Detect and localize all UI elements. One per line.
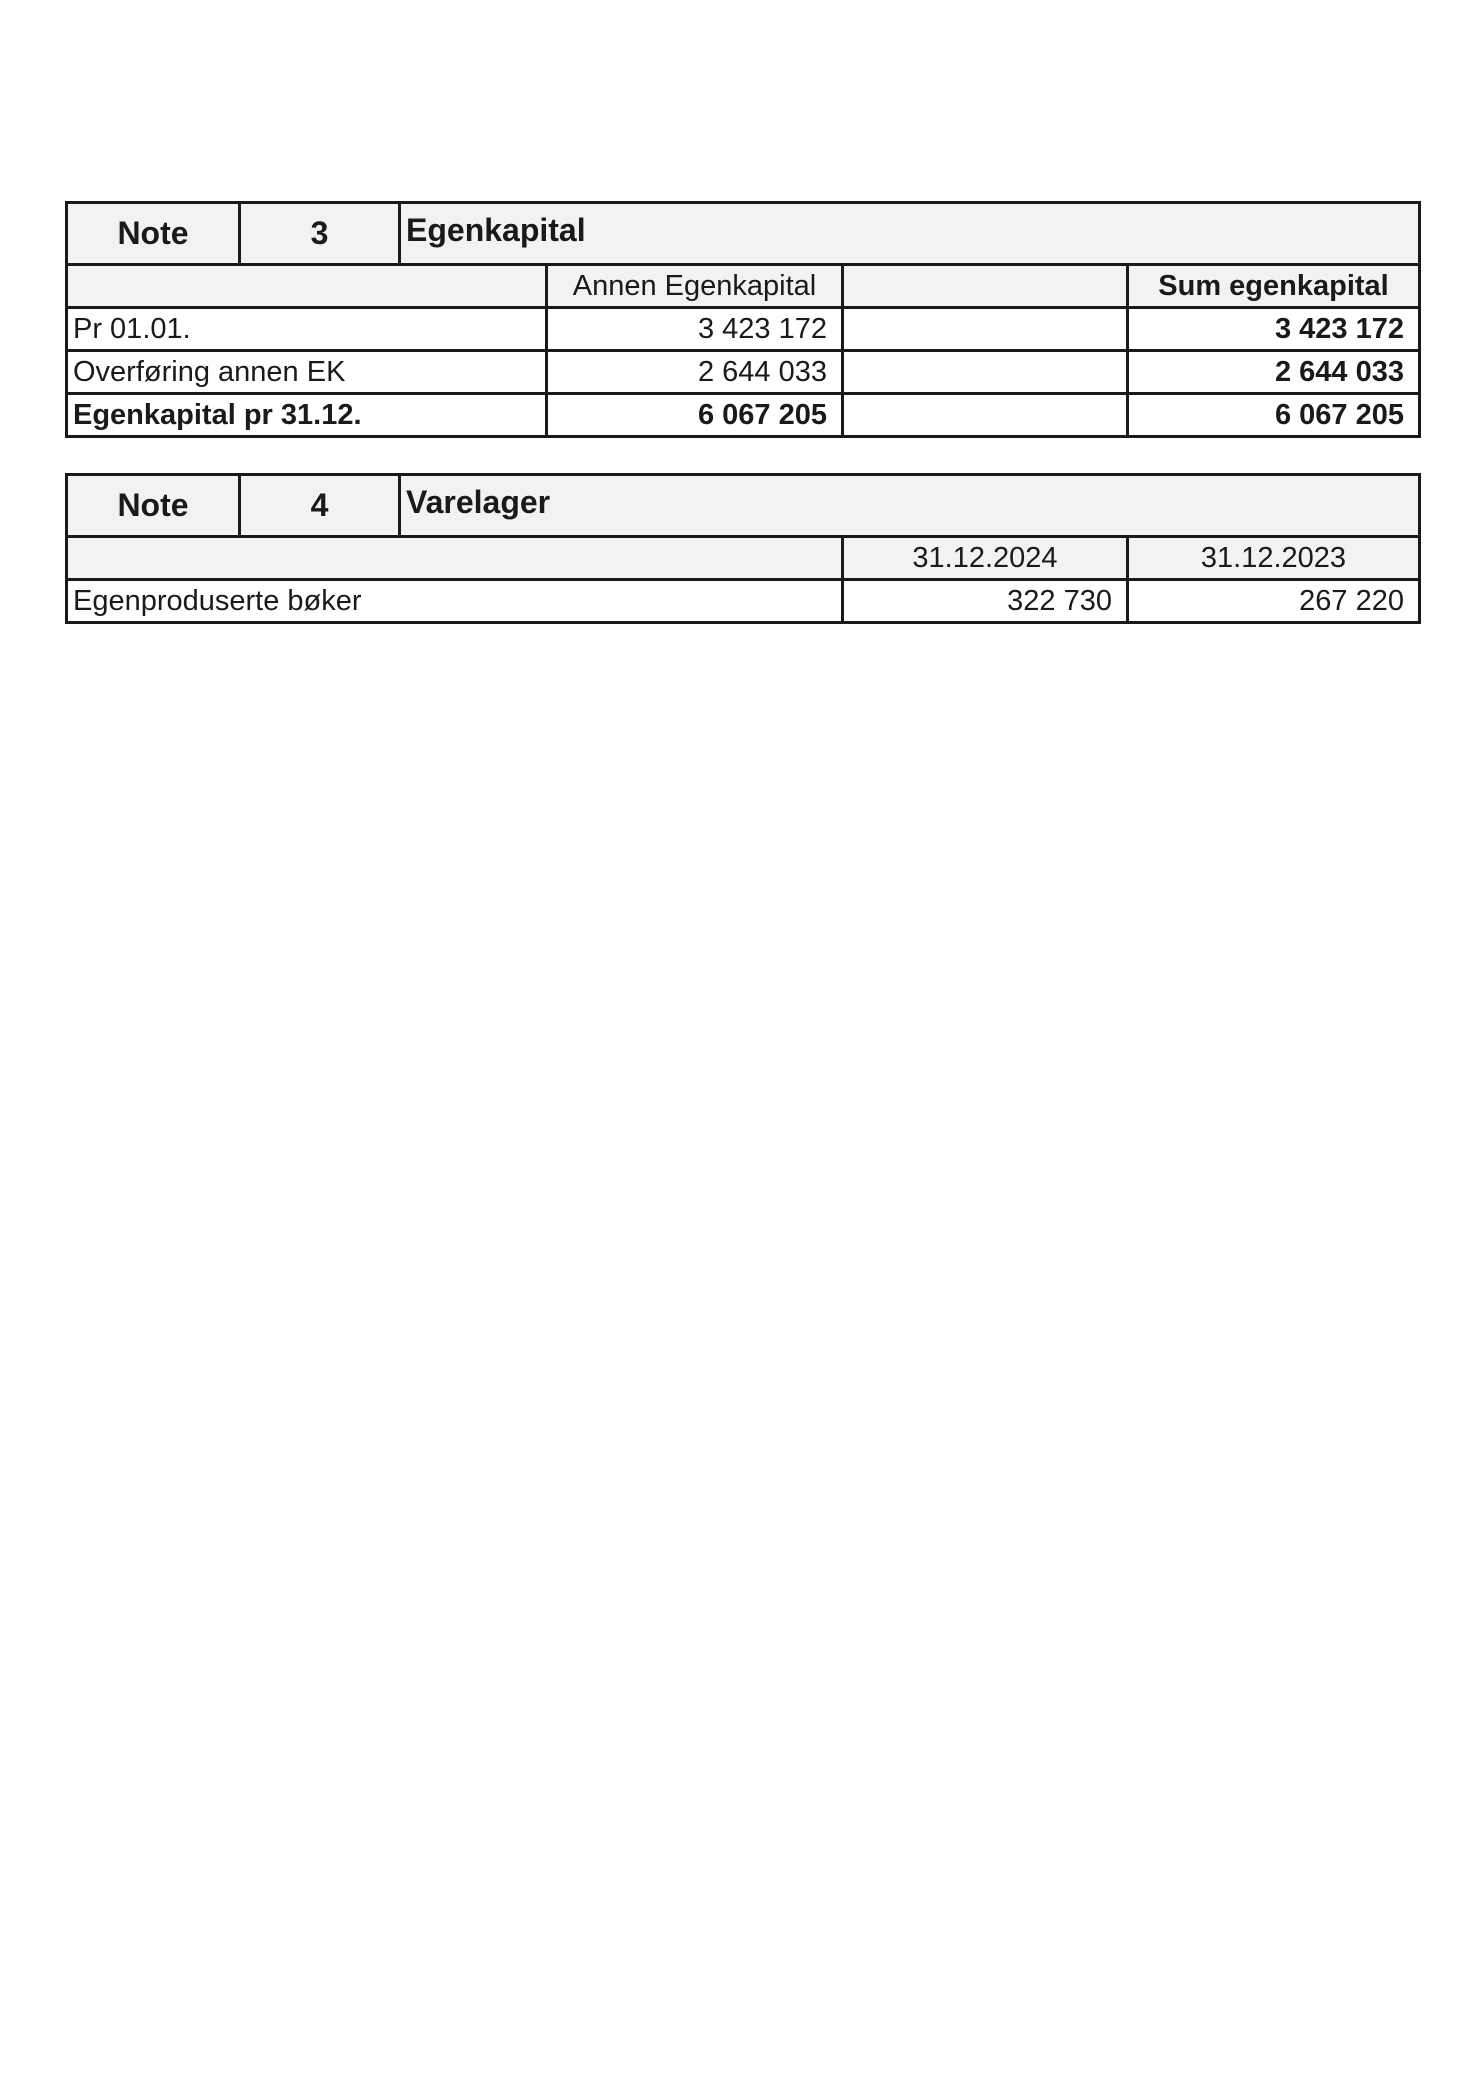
sum-egenkapital-value: 2 644 033	[1126, 352, 1418, 392]
note-label: Note	[68, 204, 241, 263]
note-3-table	[65, 201, 1421, 438]
note-3-header	[68, 204, 1418, 266]
annen-egenkapital-value: 2 644 033	[545, 352, 841, 392]
row-label: Overføring annen EK	[73, 355, 346, 388]
column-header-sum-egenkapital: Sum egenkapital	[1126, 266, 1418, 306]
column-header-annen-egenkapital: Annen Egenkapital	[545, 266, 841, 306]
annen-egenkapital-value: 3 423 172	[545, 309, 841, 349]
column-header-2023: 31.12.2023	[1126, 538, 1418, 578]
row-label: Egenkapital pr 31.12.	[73, 398, 362, 431]
table-row	[68, 352, 1418, 395]
note-4-header	[68, 476, 1418, 538]
value-2023: 267 220	[1126, 581, 1418, 621]
column-header-empty	[841, 266, 1126, 306]
column-header-row	[68, 266, 1418, 309]
row-label: Pr 01.01.	[73, 312, 191, 345]
note-title: Varelager	[406, 484, 551, 520]
column-header-label	[68, 538, 841, 578]
column-header-2024: 31.12.2024	[841, 538, 1126, 578]
note-number: 3	[241, 204, 401, 263]
sum-egenkapital-value: 3 423 172	[1126, 309, 1418, 349]
empty-cell	[841, 309, 1126, 349]
note-4-table	[65, 473, 1421, 624]
empty-cell	[841, 395, 1126, 435]
empty-cell	[841, 352, 1126, 392]
note-label: Note	[68, 476, 241, 535]
table-row-total	[68, 395, 1418, 435]
annen-egenkapital-value: 6 067 205	[545, 395, 841, 435]
row-label: Egenproduserte bøker	[73, 584, 362, 617]
column-header-label	[68, 266, 545, 306]
note-number: 4	[241, 476, 401, 535]
value-2024: 322 730	[841, 581, 1126, 621]
table-row	[68, 309, 1418, 352]
column-header-row	[68, 538, 1418, 581]
note-title: Egenkapital	[406, 212, 586, 248]
table-row	[68, 581, 1418, 621]
sum-egenkapital-value: 6 067 205	[1126, 395, 1418, 435]
